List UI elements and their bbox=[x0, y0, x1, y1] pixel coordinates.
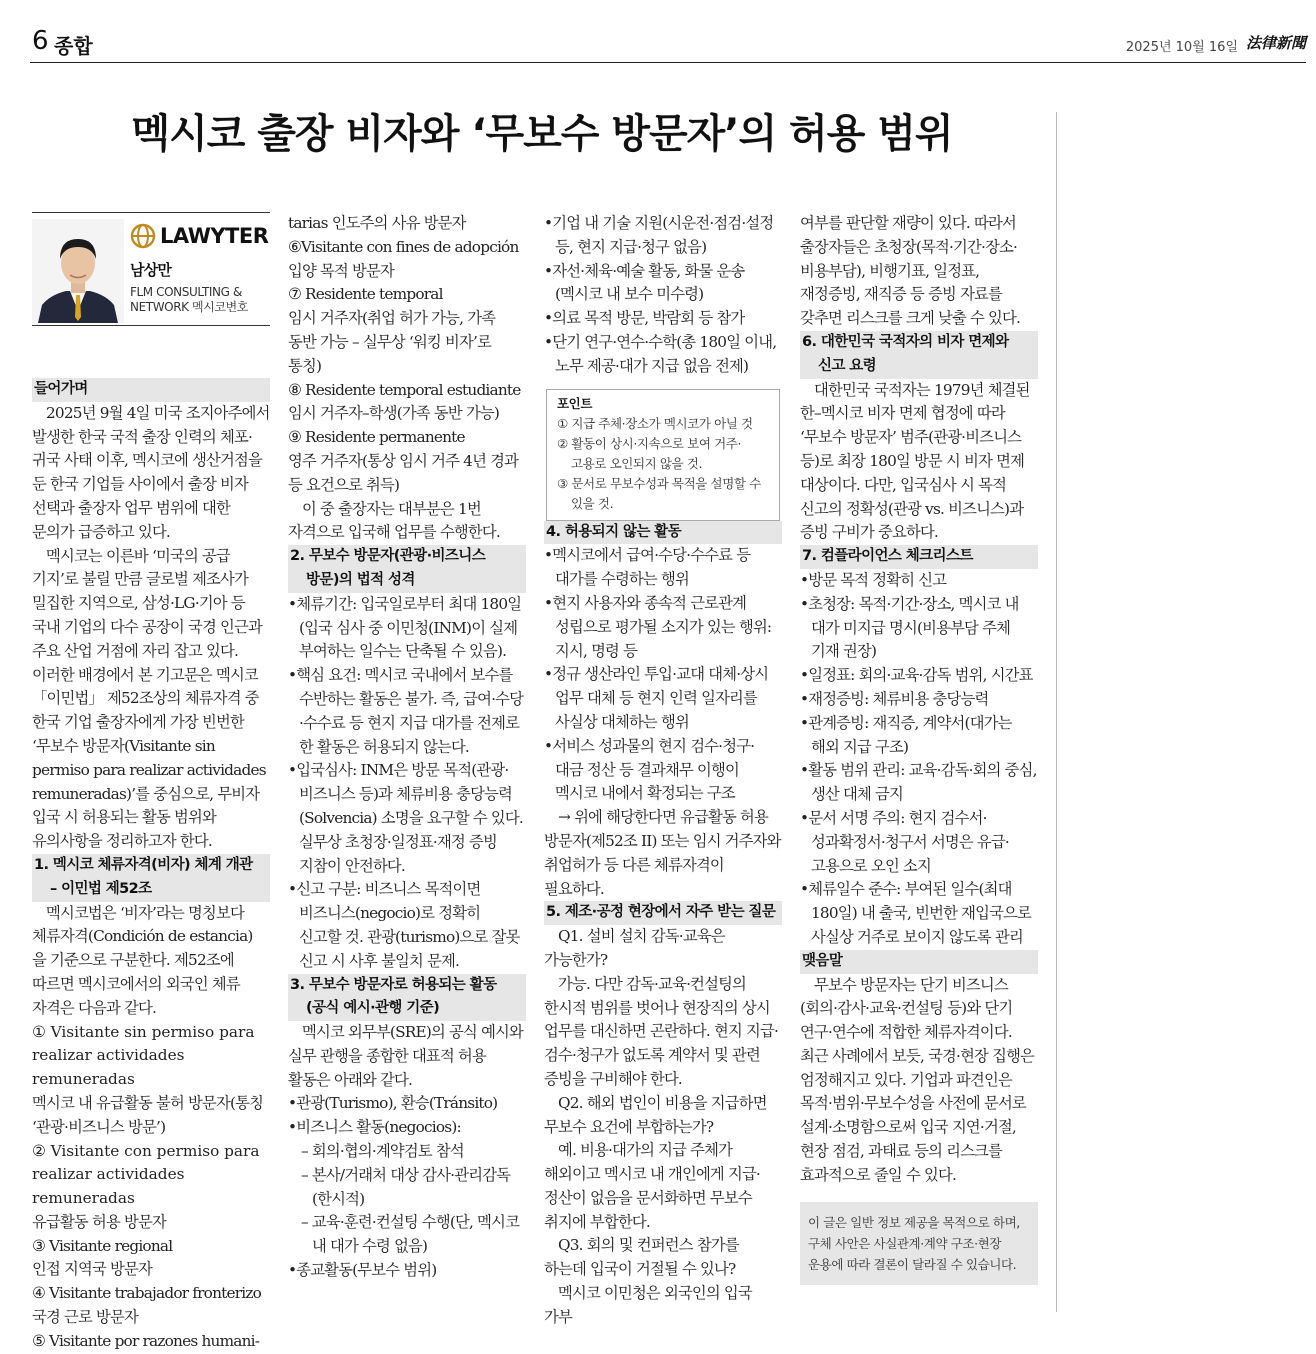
status-item: ⑤ Visitante por razones humani- bbox=[32, 1331, 260, 1350]
status-item: ③ Visitante regional bbox=[32, 1236, 173, 1255]
status-desc: 임시 거주자–학생(가족 동반 가능) bbox=[288, 404, 500, 423]
paragraph: 무보수 방문자는 단기 비즈니스(회의·감사·교육·컨설팅 등)와 단기 연구·연수에 적합한 체류자격이다. 최근 사례에서 보듯, 국경·현장 집행은 엄정해지고 있다. 기업과 파견인은 목적·범위·무보수성을 사전에 문서로 설계·소명함으로써 입국 지연·거절, 현장 점검, 과태료 등의 리스크를 효과적으로 줄일 수 있다. bbox=[800, 975, 1035, 1184]
heading-line: – 이민법 제52조 bbox=[50, 880, 152, 897]
heading-line: 3. 무보수 방문자로 허용되는 활동 bbox=[290, 976, 497, 993]
section-heading bbox=[288, 545, 526, 593]
faq-answer: 멕시코 이민청은 외국인의 입국 가부 bbox=[544, 1284, 752, 1326]
status-desc: 입양 목적 방문자 bbox=[288, 261, 394, 280]
newspaper-logo: 法律新聞 bbox=[1245, 34, 1306, 52]
section-name: 종합 bbox=[54, 34, 93, 58]
paragraph: 이 중 출장자는 대부분은 1번 자격으로 입국해 업무를 수행한다. bbox=[288, 499, 500, 542]
column-2 bbox=[288, 212, 526, 1283]
bullet-item: •단기 연구·연수·수학(총 180일 이내, 노무 제공·대가 지급 없음 전제) bbox=[544, 332, 777, 375]
bullet-item: •핵심 요건: 멕시코 국내에서 보수를 수반하는 활동은 불가. 즉, 급여·수당·수수료 등 현지 지급 대가를 전제로 한 활동은 허용되지 않는다. bbox=[288, 666, 524, 756]
faq-answer: 여부를 판단할 재량이 있다. 따라서 출장자들은 초청장(목적·기간·장소·비용부담), 비행기표, 일정표, 재정증빙, 재직증 등 증빙 자료를 갖추면 리스크를 크게 낮출 수 있다. bbox=[800, 214, 1021, 328]
bullet-item: •서비스 성과물의 현지 검수·청구·대금 정산 등 결과채무 이행이 멕시코 내에서 확정되는 구조 bbox=[544, 736, 755, 803]
status-desc: 국경 근로 방문자 bbox=[32, 1308, 138, 1327]
faq-question: Q2. 해외 법인이 비용을 지급하면 무보수 요건에 부합하는가? bbox=[544, 1093, 767, 1136]
paragraph: 대한민국 국적자는 1979년 체결된 한–멕시코 비자 면제 협정에 따라 ‘무보수 방문자’ 범주(관광·비즈니스 등)로 최장 180일 방문 시 비자 면제 대상이다. 다만, 입국심사 시 목적 신고의 정확성(관광 vs. 비즈니스)과 증빙 구비가 중요하다. bbox=[800, 380, 1030, 542]
masthead bbox=[0, 0, 1316, 62]
heading-line: 방문)의 법적 성격 bbox=[306, 571, 415, 588]
bullet-item: •입국심사: INM은 방문 목적(관광·비즈니스 등)과 체류비용 충당능력(Solvencia) 소명을 요구할 수 있다. 실무상 초청장·일정표·재정 증빙 지참이 안전하다. bbox=[288, 761, 523, 875]
paragraph: 멕시코는 이른바 ‘미국의 공급 기지’로 불릴 만큼 글로벌 제조사가 밀집한 지역으로, 삼성·LG·기아 등 국내 기업의 다수 공장이 국경 인근과 주요 산업 거점에 자리 잡고 있다. 이러한 배경에서 본 기고문은 멕시코 「이민법」 제52조상의 체류자격 중 한국 기업 출장자에게 가장 빈번한 ‘무보수 방문자(Visitante sin permiso para realizar actividades remuneradas)’를 중심으로, 무비자 입국 시 허용되는 활동 범위와 유의사항을 정리하고자 한다. bbox=[32, 546, 266, 851]
checklist-item: •일정표: 회의·교육·감독 범위, 시간표 bbox=[800, 666, 1033, 685]
paragraph: 멕시코법은 ‘비자’라는 명칭보다 체류자격(Condición de estancia) 을 기준으로 구분한다. 제52조에 따르면 멕시코에서의 외국인 체류 자격은 다음과 같다. bbox=[32, 903, 253, 1017]
status-item: ⑦ Residente temporal bbox=[288, 285, 443, 304]
author-portrait-icon bbox=[32, 219, 124, 323]
status-item: ⑨ Residente permanente bbox=[288, 428, 465, 447]
faq-question: Q3. 회의 및 컨퍼런스 참가를 하는데 입국이 거절될 수 있나? bbox=[544, 1236, 739, 1279]
bullet-item: •체류기간: 입국일로부터 최대 180일(입국 심사 중 이민청(INM)이 실제 부여하는 일수는 단축될 수 있음). bbox=[288, 594, 522, 661]
section-heading: 5. 제조·공정 현장에서 자주 받는 질문 bbox=[544, 901, 782, 925]
section-heading: 4. 허용되지 않는 활동 bbox=[544, 521, 782, 545]
dash-item: – 교육·훈련·컨설팅 수행(단, 멕시코 내 대가 수령 없음) bbox=[301, 1213, 520, 1256]
bullet-item: •의료 목적 방문, 박람회 등 참가 bbox=[544, 309, 745, 328]
bullet-item: •현지 사용자와 종속적 근로관계 성립으로 평가될 소지가 있는 행위: 지시, 명령 등 bbox=[544, 593, 772, 660]
point-item: ③ 문서로 무보수성과 목적을 설명할 수 있을 것. bbox=[557, 475, 761, 511]
byline-box bbox=[32, 212, 270, 326]
column-divider bbox=[1056, 112, 1057, 1312]
heading-line: 신고 요령 bbox=[818, 357, 877, 374]
bullet-item: •기업 내 기술 지원(시운전·점검·설정 등, 현지 지급·청구 없음) bbox=[544, 214, 774, 256]
point-item: ② 활동이 상시·지속으로 보여 거주·고용로 오인되지 않을 것. bbox=[557, 435, 742, 471]
status-desc: 유급활동 허용 방문자 bbox=[32, 1212, 166, 1231]
column-4 bbox=[800, 212, 1038, 1285]
heading-line: 2. 무보수 방문자(관광·비즈니스 bbox=[290, 548, 486, 565]
bullet-item: •관광(Turismo), 환승(Tránsito) bbox=[288, 1094, 498, 1113]
checklist-item: •활동 범위 관리: 교육·감독·회의 중심, 생산 대체 금지 bbox=[800, 761, 1037, 804]
bullet-item: •자선·체육·예술 활동, 화물 운송(멕시코 내 보수 미수령) bbox=[544, 261, 745, 304]
issue-date: 2025년 10월 16일 bbox=[1125, 40, 1238, 55]
bullet-item: •종교활동(무보수 범위) bbox=[288, 1261, 437, 1280]
checklist-item: •체류일수 준수: 부여된 일수(최대 180일) 내 출국, 빈번한 재입국으로 사실상 거주로 보이지 않도록 관리 bbox=[800, 880, 1031, 946]
column-1 bbox=[32, 212, 270, 1354]
bullet-item: •신고 구분: 비즈니스 목적이면 비즈니스(negocio)로 정확히 신고할 것. 관광(turismo)으로 잘못 신고 시 사후 불일치 문제. bbox=[288, 880, 520, 970]
section-heading: 7. 컴플라이언스 체크리스트 bbox=[800, 545, 1038, 569]
headline: 멕시코 출장 비자와 ‘무보수 방문자’의 허용 범위 bbox=[131, 111, 953, 157]
paragraph: 멕시코 외무부(SRE)의 공식 예시와 실무 관행을 종합한 대표적 허용 활동은 아래와 같다. bbox=[288, 1023, 524, 1089]
faq-answer: 가능. 다만 감독·교육·컨설팅의 한시적 범위를 벗어나 현장직의 상시 업무를 대신하면 곤란하다. 현지 지급·검수·청구가 없도록 계약서 및 관련 증빙을 구비해야 한다. bbox=[544, 974, 779, 1088]
point-item: ① 지급 주체·장소가 멕시코가 아닐 것 bbox=[557, 415, 753, 431]
status-desc: tarias 인도주의 사유 방문자 bbox=[288, 214, 466, 232]
globe-icon bbox=[130, 223, 156, 255]
heading-line: 1. 멕시코 체류자격(비자) 체계 개관 bbox=[34, 856, 253, 873]
status-desc: 인접 지역국 방문자 bbox=[32, 1260, 152, 1279]
page-number: 6 bbox=[32, 26, 49, 56]
brand-label: LAWYTER bbox=[160, 224, 269, 248]
bullet-item: •정규 생산라인 투입·교대 대체·상시 업무 대체 등 현지 인력 일자리를 사실상 대체하는 행위 bbox=[544, 665, 769, 731]
status-item: ④ Visitante trabajador fronterizo bbox=[32, 1284, 262, 1303]
section-heading bbox=[32, 854, 270, 902]
faq-question: Q1. 설비 설치 감독·교육은 가능한가? bbox=[544, 927, 725, 969]
point-box-title: 포인트 bbox=[557, 395, 593, 411]
dash-item: – 회의·협의·계약검토 참석 bbox=[301, 1142, 464, 1161]
masthead-rule bbox=[30, 62, 1306, 63]
affiliation-line: FLM CONSULTING & bbox=[130, 285, 242, 299]
status-item: ② Visitante con permiso para realizar actividades remuneradas bbox=[32, 1141, 260, 1208]
heading-line: (공식 예시·관행 기준) bbox=[306, 1000, 440, 1017]
checklist-item: •문서 서명 주의: 현지 검수서·성과확정서·청구서 서명은 유급·고용으로 오인 소지 bbox=[800, 808, 1009, 875]
bullet-item: •멕시코에서 급여·수당·수수료 등 대가를 수령하는 행위 bbox=[544, 546, 751, 589]
status-desc: 임시 거주자(취업 허가 가능, 가족 동반 가능 – 실무상 ‘워킹 비자’로 통칭) bbox=[288, 309, 496, 375]
paragraph: → 위에 해당한다면 유급활동 허용 방문자(제52조 II) 또는 임시 거주자와 취업허가 등 다른 체류자격이 필요하다. bbox=[544, 808, 781, 898]
section-heading: 맺음말 bbox=[800, 950, 1038, 974]
status-desc: 영주 거주자(통상 임시 거주 4년 경과 등 요건으로 취득) bbox=[288, 451, 519, 494]
faq-answer: 예. 비용·대가의 지급 주체가 해외이고 멕시코 내 개인에게 지급·정산이 없음을 문서화하면 무보수 취지에 부합한다. bbox=[544, 1141, 760, 1231]
status-item: ⑧ Residente temporal estudiante bbox=[288, 380, 521, 399]
column-3 bbox=[544, 212, 782, 1330]
author-affiliation bbox=[130, 285, 248, 315]
section-heading: 들어가며 bbox=[32, 378, 270, 402]
checklist-item: •초청장: 목적·기간·장소, 멕시코 내 대가 미지급 명시(비용부담 주체 기재 권장) bbox=[800, 594, 1019, 661]
checklist-item: •재정증빙: 체류비용 충당능력 bbox=[800, 689, 989, 708]
disclaimer-box: 이 글은 일반 정보 제공을 목적으로 하며, 구체 사안은 사실관계·계약 구조·현장 운용에 따라 결론이 달라질 수 있습니다. bbox=[800, 1202, 1038, 1285]
checklist-item: •방문 목적 정확히 신고 bbox=[800, 570, 947, 589]
bullet-item: •비즈니스 활동(negocios): bbox=[288, 1118, 461, 1137]
lawyter-brand bbox=[130, 223, 268, 255]
dash-item: – 본사/거래처 대상 감사·관리감독(한시적) bbox=[301, 1165, 511, 1208]
status-desc: 멕시코 내 유급활동 불허 방문자(통칭 ‘관광·비즈니스 방문’) bbox=[32, 1093, 264, 1136]
paragraph: 2025년 9월 4일 미국 조지아주에서 발생한 한국 국적 출장 인력의 체포·귀국 사태 이후, 멕시코에 생산거점을 둔 한국 기업들 사이에서 출장 비자 선택과 출장자 업무 범위에 대한 문의가 급증하고 있다. bbox=[32, 403, 270, 541]
point-box bbox=[546, 389, 780, 521]
author-name: 남상만 bbox=[130, 261, 172, 279]
affiliation-line: NETWORK 멕시코변호 bbox=[130, 300, 248, 314]
status-item: ⑥Visitante con fines de adopción bbox=[288, 237, 519, 256]
status-item: ① Visitante sin permiso para realizar actividades remuneradas bbox=[32, 1022, 255, 1089]
section-heading bbox=[800, 331, 1038, 379]
author-photo bbox=[32, 219, 124, 323]
heading-line: 6. 대한민국 국적자의 비자 면제와 bbox=[802, 333, 1009, 350]
section-heading bbox=[288, 974, 526, 1022]
checklist-item: •관계증빙: 재직증, 계약서(대가는 해외 지급 구조) bbox=[800, 713, 1012, 756]
